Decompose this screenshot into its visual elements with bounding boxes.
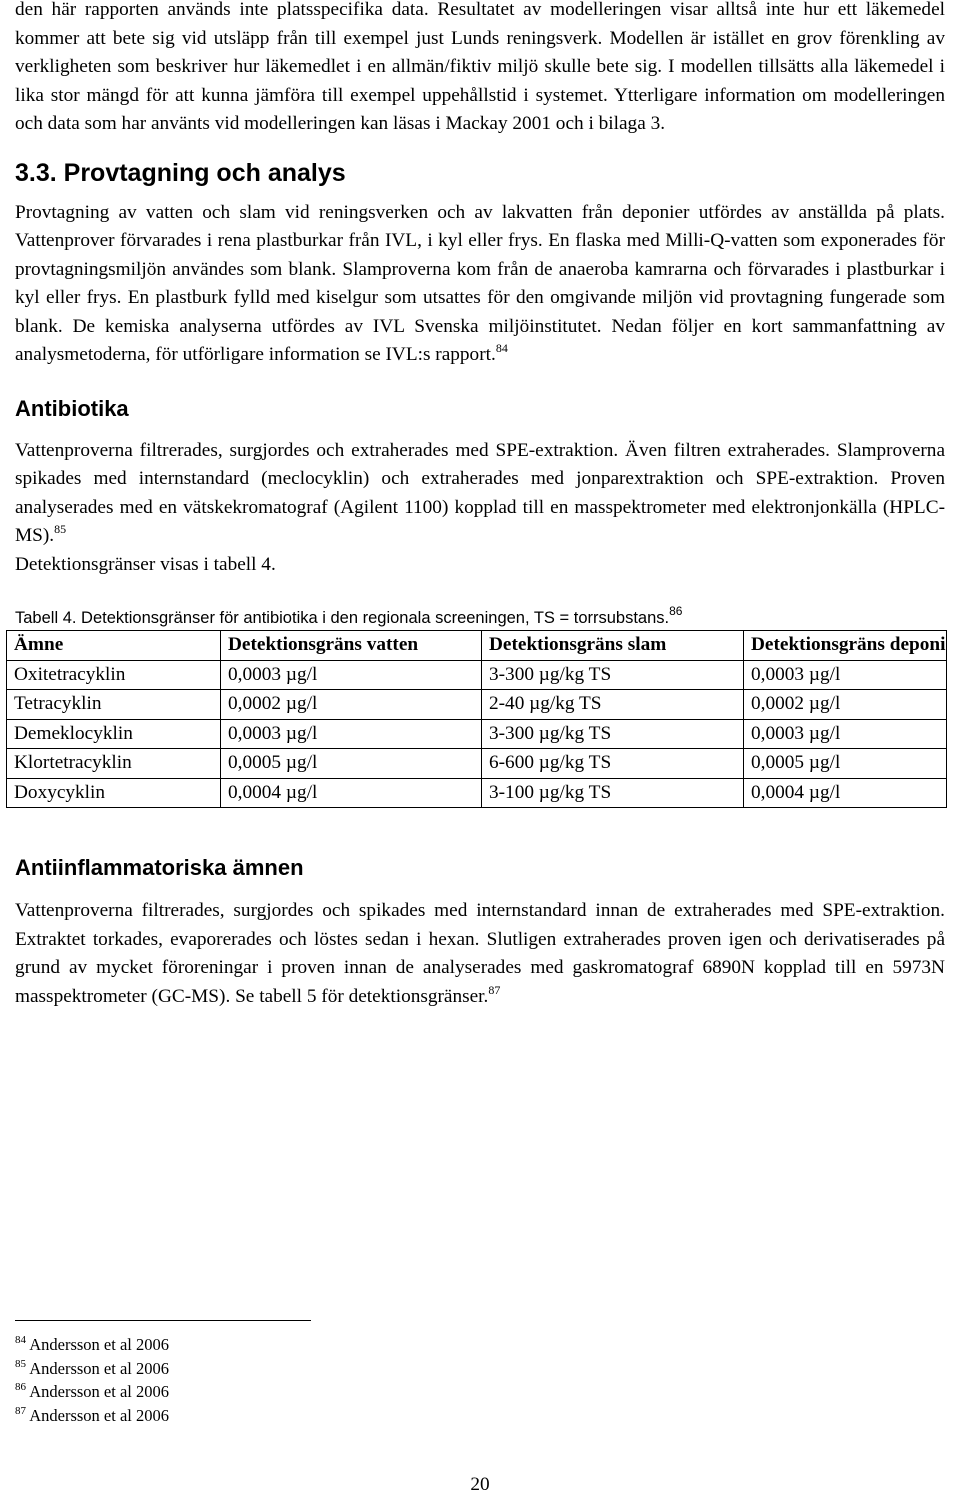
cell-deponi: 0,0002 µg/l — [744, 690, 947, 720]
cell-vatten: 0,0004 µg/l — [221, 778, 482, 808]
antibiotika-heading: Antibiotika — [15, 395, 129, 421]
header-slam: Detektionsgräns slam — [482, 631, 744, 661]
footnote — [15, 1404, 169, 1428]
cell-slam: 6-600 µg/kg TS — [482, 749, 744, 779]
antibiotika-paragraph — [15, 437, 945, 580]
header-amne: Ämne — [7, 631, 221, 661]
table-row — [7, 749, 947, 779]
cell-substance: Klortetracyklin — [7, 749, 221, 779]
section-heading: 3.3. Provtagning och analys — [15, 158, 346, 187]
header-vatten: Detektionsgräns vatten — [221, 631, 482, 661]
antiinflammatoriska-text: Vattenproverna filtrerades, surgjordes och spikades med internstandard innan de extraherades med SPE-extraktion. Extraktet torkades, evaporerades och löstes sedan i hexan. Slutligen extraherades proven igen och derivatiserades på grund av mycket föroreningar i proven innan de analyserades med gaskromatograf 6890N kopplad till en 5973N masspektrometer (GC-MS). Se tabell 5 för detektionsgränser. — [15, 900, 945, 1007]
antibiotika-text: Vattenproverna filtrerades, surgjordes och extraherades med SPE-extraktion. Även filtren extraherades. Slamproverna spikades med internstandard (meclocyklin) och extraherades med jonparextraktion och SPE-extraktion. Proven analyserades med en vätskekromatograf (Agilent 1100) kopplad till en masspektrometer med elektronjonkälla (HPLC-MS). — [15, 439, 945, 546]
cell-slam: 3-100 µg/kg TS — [482, 778, 744, 808]
cell-slam: 3-300 µg/kg TS — [482, 660, 744, 690]
cell-substance: Doxycyklin — [7, 778, 221, 808]
cell-slam: 3-300 µg/kg TS — [482, 719, 744, 749]
cell-vatten: 0,0005 µg/l — [221, 749, 482, 779]
antiinflammatoriska-heading: Antiinflammatoriska ämnen — [15, 855, 304, 880]
document-page — [14, 0, 946, 1495]
header-deponi: Detektionsgräns deponi — [744, 631, 947, 661]
footnote-number: 84 — [15, 1334, 26, 1346]
footnote-ref-85[interactable]: 85 — [54, 522, 67, 536]
cell-vatten: 0,0002 µg/l — [221, 690, 482, 720]
footnote-text: Andersson et al 2006 — [29, 1405, 169, 1425]
cell-deponi: 0,0005 µg/l — [744, 749, 947, 779]
intro-paragraph: den här rapporten används inte platsspecifika data. Resultatet av modelleringen visar alltså inte hur ett läkemedel kommer att bete sig vid utsläpp från till exempel just Lunds reningsverk. Modellen är istället en grov förenkling av verkligheten som beskriver hur läkemedlet i en allmän/fiktiv miljö skulle bete sig. I modellen tillsätts alla läkemedel i lika stor mängd för att kunna jämföra till exempel uppehållstid i systemet. Ytterligare information om modelleringen och data som har använts vid modelleringen kan läsas i Mackay 2001 och i bilaga 3. — [15, 0, 945, 134]
table-row — [7, 719, 947, 749]
table-row — [7, 778, 947, 808]
antibiotika-text-2: Detektionsgränser visas i tabell 4. — [15, 553, 276, 575]
table-row — [7, 660, 947, 690]
cell-deponi: 0,0004 µg/l — [744, 778, 947, 808]
footnote-number: 86 — [15, 1381, 26, 1393]
provtagning-paragraph — [15, 199, 945, 370]
footnote-text: Andersson et al 2006 — [29, 1358, 169, 1378]
footnote-number: 85 — [15, 1357, 26, 1370]
footnote — [15, 1357, 169, 1381]
table-caption — [15, 604, 945, 628]
footnote-text: Andersson et al 2006 — [29, 1335, 169, 1354]
table-caption-text: Tabell 4. Detektionsgränser för antibiotika i den regionala screeningen, TS = torrsubstans. — [15, 609, 670, 627]
table-header-row — [7, 631, 947, 661]
cell-vatten: 0,0003 µg/l — [221, 660, 482, 690]
footnote-number: 87 — [15, 1404, 26, 1417]
cell-substance: Demeklocyklin — [7, 719, 221, 749]
footnote-ref-86[interactable]: 86 — [669, 604, 683, 618]
cell-slam: 2-40 µg/kg TS — [482, 690, 744, 720]
cell-deponi: 0,0003 µg/l — [744, 660, 947, 690]
detection-limits-table — [6, 630, 947, 808]
antiinflammatoriska-paragraph — [15, 897, 945, 1011]
footnote-ref-84[interactable]: 84 — [495, 341, 508, 355]
footnote-ref-87[interactable]: 87 — [488, 982, 501, 997]
footnote — [15, 1380, 169, 1404]
footnote-divider — [15, 1320, 311, 1321]
cell-vatten: 0,0003 µg/l — [221, 719, 482, 749]
page-number: 20 — [470, 1474, 490, 1495]
cell-deponi: 0,0003 µg/l — [744, 719, 947, 749]
footnote — [15, 1333, 169, 1357]
cell-substance: Oxitetracyklin — [7, 660, 221, 690]
footnotes — [15, 1333, 169, 1427]
footnote-text: Andersson et al 2006 — [29, 1382, 169, 1401]
provtagning-text: Provtagning av vatten och slam vid reningsverken och av lakvatten från deponier utfördes av anställda på plats. Vattenprover förvarades i rena plastburkar från IVL, i kyl eller frys. En flaska med Milli-Q-vatten som exponerades för provtagningsmiljön användes som blank. Slamproverna kom från de anaeroba kamrarna och förvarades i plastburkar i kyl eller frys. En plastburk fylld med kiselgur som utsattes för den omgivande miljön vid provtagning fungerade som blank. De kemiska analyserna utfördes av IVL Svenska miljöinstitutet. Nedan följer en kort sammanfattning av analysmetoderna, för utförligare information se IVL:s rapport. — [15, 201, 945, 365]
table-row — [7, 690, 947, 720]
cell-substance: Tetracyklin — [7, 690, 221, 720]
